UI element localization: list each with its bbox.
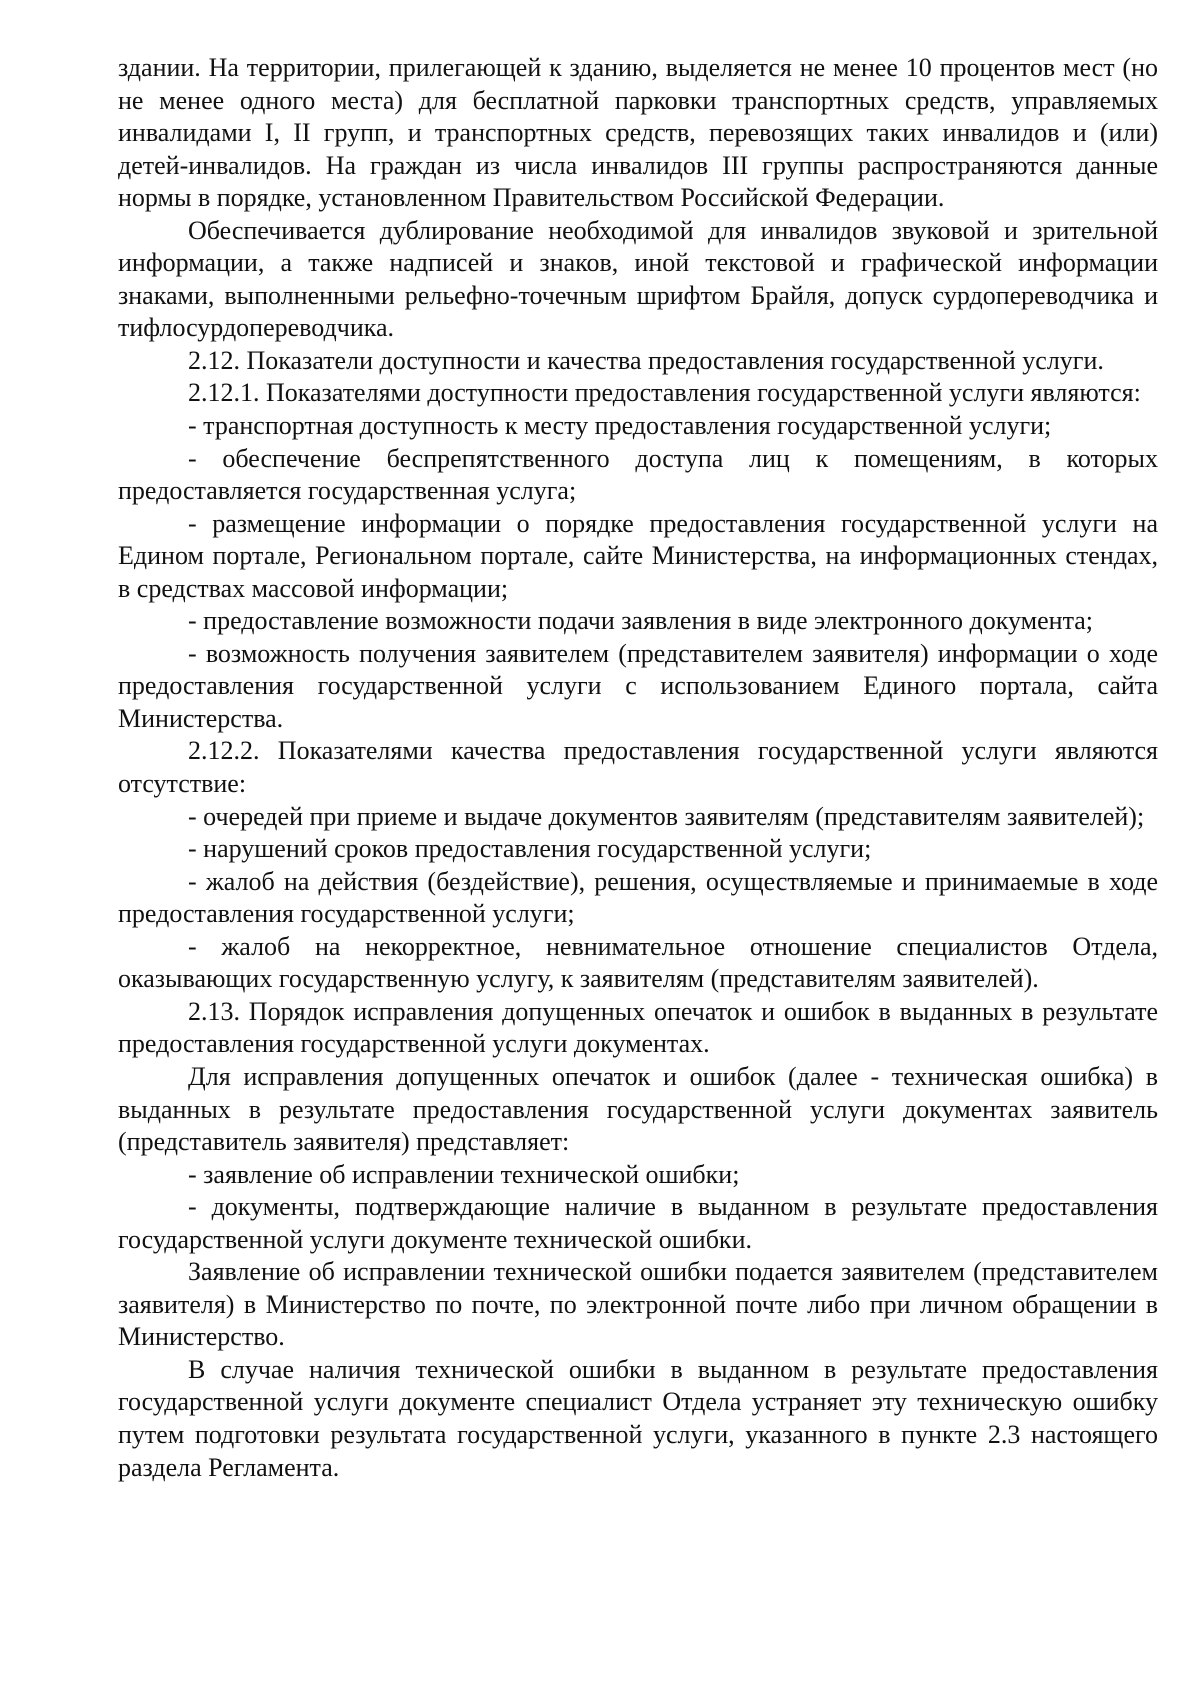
section-heading-2-12-1: 2.12.1. Показателями доступности предоставления государственной услуги являются: bbox=[188, 378, 1141, 408]
list-item: - жалоб на некорректное, невнимательное отношение специалистов Отдела, оказывающих государственную услугу, к заявителям (представителям заявителей). bbox=[118, 931, 1158, 994]
list-item: - транспортная доступность к месту предоставления государственной услуги; bbox=[188, 411, 1052, 441]
list-item: - возможность получения заявителем (представителем заявителя) информации о ходе предоставления государственной услуги с использованием Единого портала, сайта Министерства. bbox=[118, 638, 1158, 733]
section-heading-2-13: 2.13. Порядок исправления допущенных опечаток и ошибок в выданных в результате предоставления государственной услуги документах. bbox=[118, 996, 1158, 1059]
paragraph-parking: здании. На территории, прилегающей к зданию, выделяется не менее 10 процентов мест (но не менее одного места) для бесплатной парковки транспортных средств, управляемых инвалидами I, II групп, и транспортных средств, перевозящих таких инвалидов и (или) детей-инвалидов. На граждан из числа инвалидов III группы распространяются данные нормы в порядке, установленном Правительством Российской Федерации. bbox=[118, 53, 1158, 213]
list-item: - нарушений сроков предоставления государственной услуги; bbox=[188, 834, 872, 864]
paragraph-braille: Обеспечивается дублирование необходимой для инвалидов звуковой и зрительной информации, а также надписей и знаков, иной текстовой и графической информации знаками, выполненными рельефно-точечным шрифтом Брайля, допуск сурдопереводчика и тифлосурдопереводчика. bbox=[118, 215, 1158, 343]
list-item: - очередей при приеме и выдаче документов заявителям (представителям заявителей); bbox=[188, 801, 1145, 831]
list-item: - документы, подтверждающие наличие в выданном в результате предоставления государственной услуги документе технической ошибки. bbox=[118, 1192, 1158, 1254]
list-item: - заявление об исправлении технической ошибки; bbox=[188, 1159, 740, 1189]
section-heading-2-12: 2.12. Показатели доступности и качества предоставления государственной услуги. bbox=[188, 345, 1104, 375]
list-item: - обеспечение беспрепятственного доступа лиц к помещениям, в которых предоставляется государственная услуга; bbox=[118, 443, 1158, 506]
paragraph-technical-error: Для исправления допущенных опечаток и ошибок (далее - техническая ошибка) в выданных в результате предоставления государственной услуги документах заявитель (представитель заявителя) представляет: bbox=[118, 1061, 1158, 1157]
paragraph-application-submission: Заявление об исправлении технической ошибки подается заявителем (представителем заявителя) в Министерство по почте, по электронной почте либо при личном обращении в Министерство. bbox=[118, 1257, 1158, 1352]
paragraph-error-correction: В случае наличия технической ошибки в выданном в результате предоставления государственной услуги документе специалист Отдела устраняет эту техническую ошибку путем подготовки результата государственной услуги, указанного в пункте 2.3 настоящего раздела Регламента. bbox=[118, 1354, 1158, 1482]
document-page bbox=[118, 52, 1158, 1484]
list-item: - жалоб на действия (бездействие), решения, осуществляемые и принимаемые в ходе предоставления государственной услуги; bbox=[118, 866, 1158, 929]
list-item: - размещение информации о порядке предоставления государственной услуги на Едином портале, Региональном портале, сайте Министерства, на информационных стендах, в средствах массовой информации; bbox=[118, 508, 1158, 603]
list-item: - предоставление возможности подачи заявления в виде электронного документа; bbox=[188, 606, 1094, 636]
section-heading-2-12-2: 2.12.2. Показателями качества предоставления государственной услуги являются отсутствие: bbox=[118, 736, 1158, 799]
